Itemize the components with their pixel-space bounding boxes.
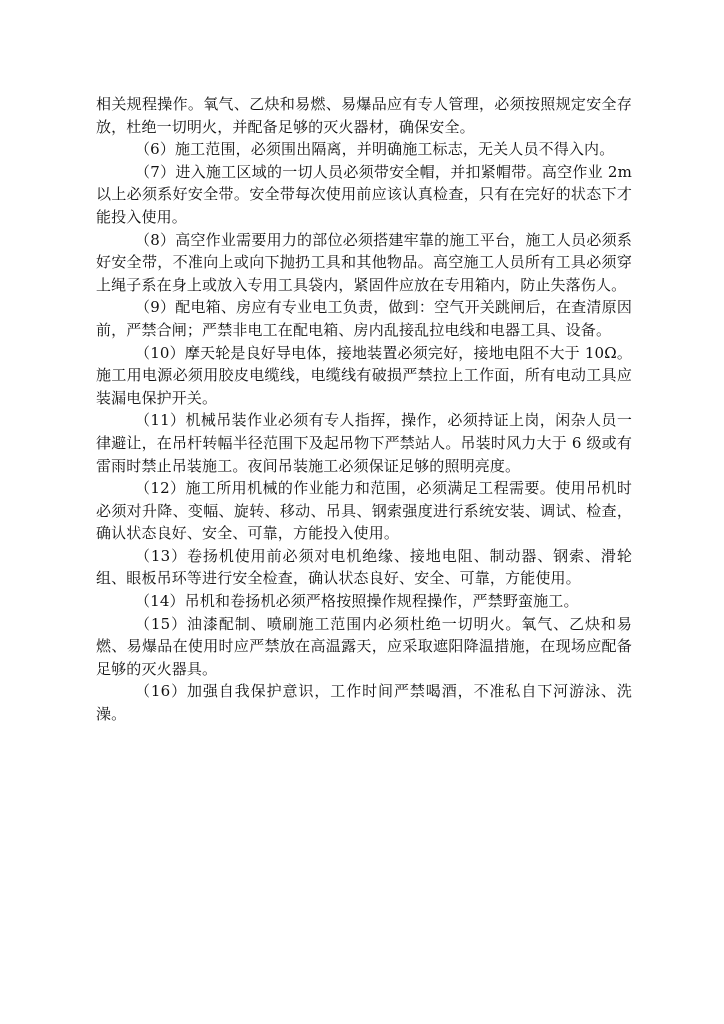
paragraph-item-10: （10）摩天轮是良好导电体，接地装置必须完好，接地电阻不大于 10Ω。施工用电源必须用胶皮电缆线，电缆线有破损严禁拉上工作面，所有电动工具应装漏电保护开关。 — [96, 343, 632, 407]
paragraph-item-14: （14）吊机和卷扬机必须严格按照操作规程操作，严禁野蛮施工。 — [135, 592, 579, 611]
paragraph-item-11: （11）机械吊装作业必须有专人指挥，操作，必须持证上岗，闲杂人员一律避让，在吊杆转幅半径范围下及起吊物下严禁站人。吊装时风力大于 6 级或有雷雨时禁止吊装施工。夜间吊装施工必须保证足够的照明亮度。 — [96, 411, 632, 475]
paragraph-item-13: （13）卷扬机使用前必须对电机绝缘、接地电阻、制动器、钢索、滑轮组、眼板吊环等进行安全检查，确认状态良好、安全、可靠，方能使用。 — [96, 546, 632, 588]
document-body — [96, 93, 632, 726]
paragraph-item-9: （9）配电箱、房应有专业电工负责，做到：空气开关跳闸后，在查清原因前，严禁合闸；严禁非电工在配电箱、房内乱接乱拉电线和电器工具、设备。 — [96, 298, 632, 339]
paragraph-item-16: （16）加强自我保护意识，工作时间严禁喝酒，不准私自下河游泳、洗澡。 — [96, 682, 632, 724]
paragraph-item-8: （8）高空作业需要用力的部位必须搭建牢靠的施工平台，施工人员必须系好安全带，不准向上或向下抛扔工具和其他物品。高空施工人员所有工具必须穿上绳子系在身上或放入专用工具袋内，紧固件应放在专用箱内，防止失落伤人。 — [96, 230, 632, 294]
paragraph-item-15: （15）油漆配制、喷刷施工范围内必须杜绝一切明火。氧气、乙炔和易燃、易爆品在使用时应严禁放在高温露天，应采取遮阳降温措施，在现场应配备足够的灭火器具。 — [96, 614, 632, 678]
paragraph-item-7: （7）进入施工区域的一切人员必须带安全帽，并扣紧帽带。高空作业 2m 以上必须系好安全带。安全带每次使用前应该认真检查，只有在完好的状态下才能投入使用。 — [96, 162, 632, 226]
paragraph-item-12: （12）施工所用机械的作业能力和范围，必须满足工程需要。使用吊机时必须对升降、变幅、旋转、移动、吊具、钢索强度进行系统安装、调试、检查，确认状态良好、安全、可靠，方能投入使用。 — [96, 479, 632, 543]
paragraph-continued: 相关规程操作。氧气、乙炔和易燃、易爆品应有专人管理，必须按照规定安全存放，杜绝一切明火，并配备足够的灭火器材，确保安全。 — [96, 95, 632, 136]
paragraph-item-6: （6）施工范围，必须围出隔离，并明确施工标志，无关人员不得入内。 — [135, 140, 615, 159]
